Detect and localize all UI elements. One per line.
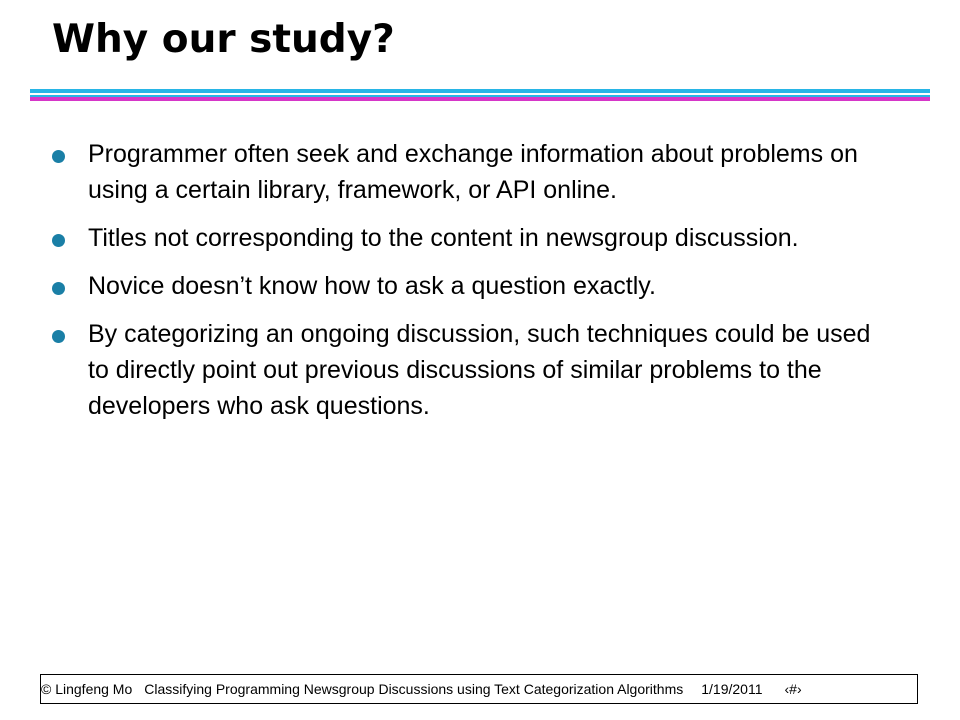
slide-footer (40, 674, 918, 704)
bullet-text: By categorizing an ongoing discussion, such techniques could be used to directly point out previous discussions of similar problems to the developers who ask questions. (88, 320, 871, 420)
bullet-list (48, 136, 898, 436)
bullet-dot-icon (52, 282, 65, 295)
footer-presentation-title: Classifying Programming Newsgroup Discussions using Text Categorization Algorithms (144, 681, 684, 697)
footer-author: © Lingfeng Mo (41, 681, 133, 697)
bullet-dot-icon (52, 150, 65, 163)
bullet-item (48, 316, 898, 424)
title-underline-magenta (30, 97, 930, 101)
footer-page-number: ‹#› (784, 681, 802, 697)
bullet-item (48, 268, 898, 304)
bullet-item (48, 220, 898, 256)
bullet-dot-icon (52, 234, 65, 247)
bullet-item (48, 136, 898, 208)
slide-title: Why our study? (52, 17, 395, 62)
bullet-text: Programmer often seek and exchange information about problems on using a certain library, framework, or API online. (88, 140, 858, 204)
bullet-dot-icon (52, 330, 65, 343)
bullet-text: Titles not corresponding to the content in newsgroup discussion. (88, 224, 799, 252)
footer-date: 1/19/2011 (701, 681, 763, 697)
bullet-text: Novice doesn’t know how to ask a question exactly. (88, 272, 656, 300)
